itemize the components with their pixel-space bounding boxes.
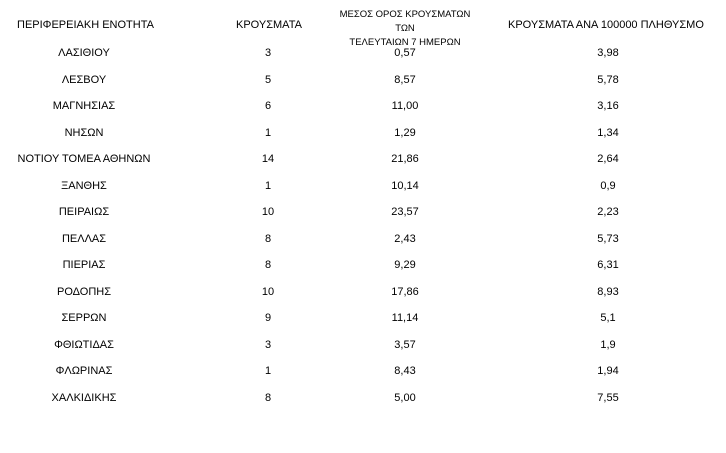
table-row	[0, 305, 726, 332]
region-cell: ΦΘΙΩΤΙΔΑΣ	[54, 338, 114, 351]
seven-day-average-cell: 2,43	[394, 232, 416, 245]
seven-day-average-cell: 11,00	[391, 100, 419, 112]
header-avg-line-1: ΜΕΣΟΣ ΟΡΟΣ ΚΡΟΥΣΜΑΤΩΝ ΤΩΝ	[339, 9, 471, 34]
cases-cell: 1	[264, 365, 272, 377]
table-row	[0, 332, 726, 359]
seven-day-average-cell: 5,00	[394, 391, 416, 404]
cases-cell: 8	[264, 232, 272, 245]
region-cell: ΞΑΝΘΗΣ	[61, 179, 107, 192]
seven-day-average-cell: 3,57	[394, 338, 416, 351]
region-cell: ΠΙΕΡΙΑΣ	[62, 259, 106, 271]
cases-per-100k-cell: 1,9	[600, 338, 616, 351]
header-avg-line-2: ΤΕΛΕΥΤΑΙΩΝ 7 ΗΜΕΡΩΝ	[349, 37, 461, 48]
cases-cell: 14	[261, 153, 275, 165]
cases-per-100k-cell: 5,78	[597, 73, 619, 86]
region-cell: ΝΗΣΩΝ	[64, 126, 104, 139]
cases-per-100k-cell: 1,34	[597, 126, 619, 139]
seven-day-average-cell: 9,29	[394, 259, 416, 271]
seven-day-average-cell: 23,57	[391, 206, 419, 218]
cases-per-100k-cell: 5,1	[600, 312, 616, 324]
seven-day-average-cell: 8,43	[394, 365, 416, 377]
cases-cell: 10	[261, 206, 275, 218]
seven-day-average-cell: 11,14	[391, 312, 419, 324]
region-cell: ΣΕΡΡΩΝ	[61, 312, 107, 324]
region-cell: ΠΕΛΛΑΣ	[61, 232, 107, 245]
cases-per-100k-cell: 3,16	[597, 100, 619, 112]
table-row	[0, 385, 726, 412]
cases-per-100k-cell: 5,73	[597, 232, 619, 245]
region-cell: ΝΟΤΙΟΥ ΤΟΜΕΑ ΑΘΗΝΩΝ	[17, 153, 151, 165]
table-row	[0, 226, 726, 253]
cases-per-100k-cell: 2,23	[597, 206, 619, 218]
cases-per-100k-cell: 8,93	[597, 285, 619, 298]
cases-cell: 10	[261, 285, 275, 298]
region-cell: ΛΑΣΙΘΙΟΥ	[58, 47, 110, 59]
cases-per-100k-cell: 7,55	[597, 391, 619, 404]
seven-day-average-cell: 8,57	[394, 73, 416, 86]
table-row	[0, 67, 726, 94]
cases-cell: 8	[264, 259, 272, 271]
region-cell: ΜΑΓΝΗΣΙΑΣ	[52, 100, 116, 112]
table-row	[0, 199, 726, 226]
cases-cell: 8	[264, 391, 272, 404]
cases-per-100k-cell: 0,9	[600, 179, 616, 192]
cases-cell: 5	[264, 73, 272, 86]
header-region: ΠΕΡΙΦΕΡΕΙΑΚΗ ΕΝΟΤΗΤΑ	[17, 19, 154, 31]
cases-cell: 3	[264, 338, 272, 351]
cases-cell: 1	[264, 179, 272, 192]
cases-cell: 9	[264, 312, 272, 324]
cases-per-100k-cell: 3,98	[597, 47, 619, 59]
seven-day-average-cell: 21,86	[391, 153, 419, 165]
table-row	[0, 40, 726, 67]
table-row	[0, 93, 726, 120]
region-cell: ΧΑΛΚΙΔΙΚΗΣ	[51, 391, 117, 404]
table-row	[0, 252, 726, 279]
table-row	[0, 358, 726, 385]
seven-day-average-cell: 1,29	[394, 126, 416, 139]
region-cell: ΛΕΣΒΟΥ	[61, 73, 107, 86]
table-row	[0, 173, 726, 200]
cases-cell: 3	[264, 47, 272, 59]
region-cell: ΡΟΔΟΠΗΣ	[56, 285, 112, 298]
region-cell: ΠΕΙΡΑΙΩΣ	[58, 206, 110, 218]
header-cases-per-100k: ΚΡΟΥΣΜΑΤΑ ΑΝΑ 100000 ΠΛΗΘΥΣΜΟ	[508, 19, 704, 31]
table-row	[0, 279, 726, 306]
cases-per-100k-cell: 1,94	[597, 365, 619, 377]
table-body	[0, 40, 726, 411]
cases-per-100k-cell: 6,31	[597, 259, 619, 271]
table-row	[0, 120, 726, 147]
region-cell: ΦΛΩΡΙΝΑΣ	[55, 365, 113, 377]
table-row	[0, 146, 726, 173]
seven-day-average-cell: 10,14	[391, 179, 419, 192]
seven-day-average-cell: 17,86	[391, 285, 419, 298]
header-cases: ΚΡΟΥΣΜΑΤΑ	[236, 19, 302, 31]
seven-day-average-cell: 0,57	[394, 47, 416, 59]
cases-per-100k-cell: 2,64	[597, 153, 619, 165]
cases-cell: 1	[264, 126, 272, 139]
cases-cell: 6	[264, 100, 272, 112]
